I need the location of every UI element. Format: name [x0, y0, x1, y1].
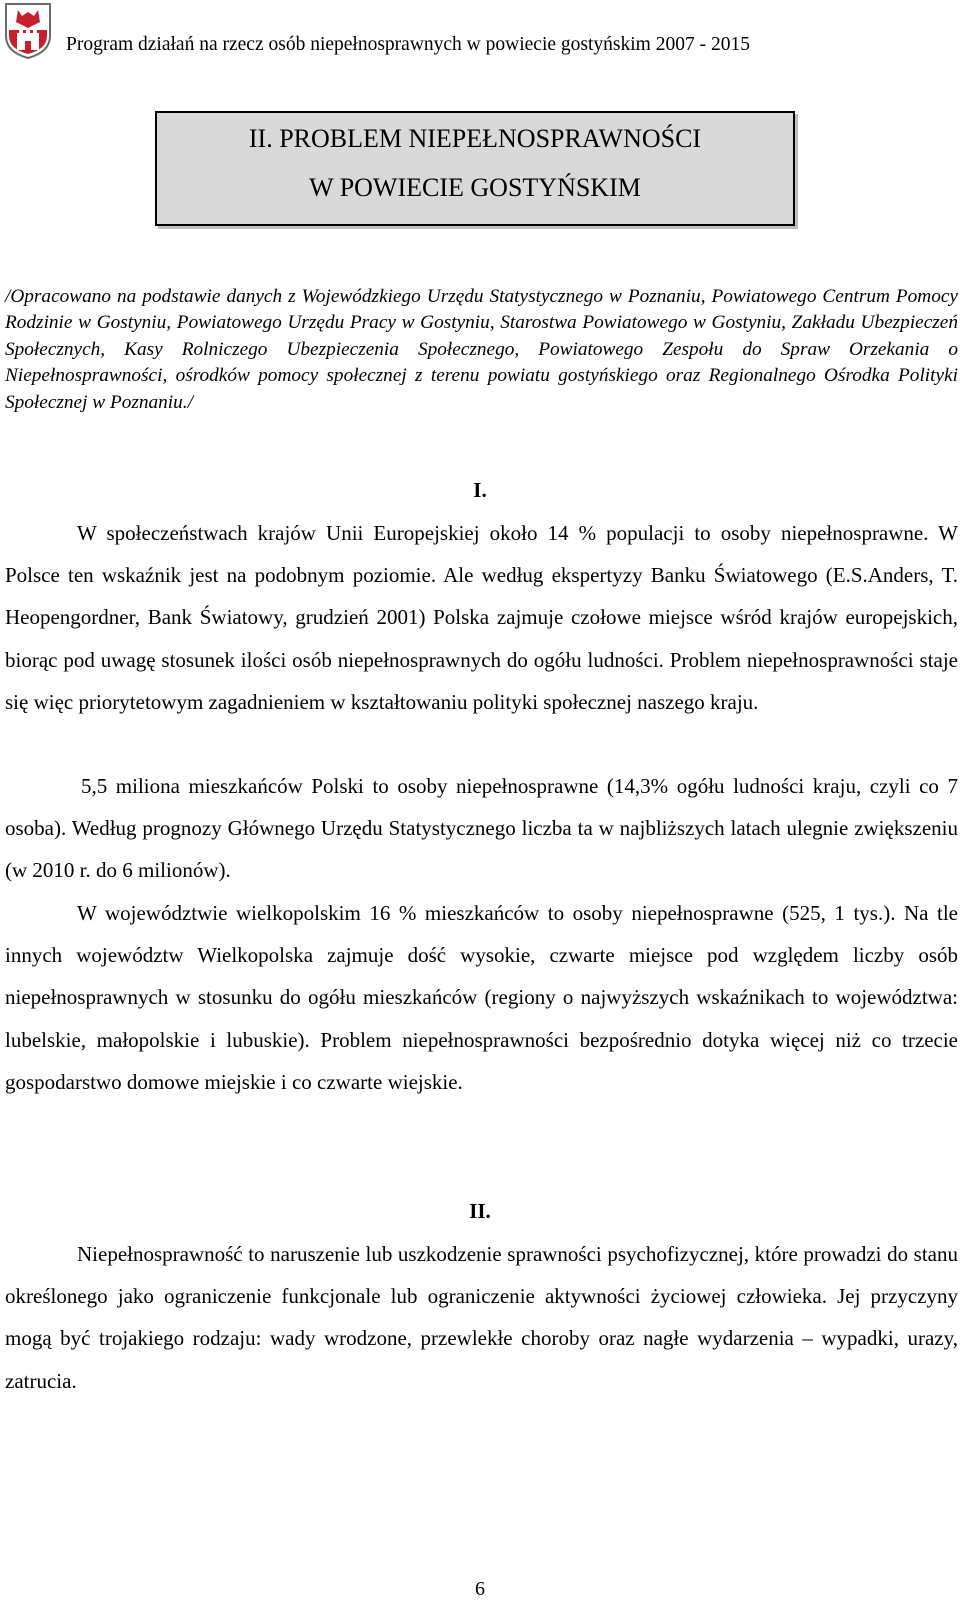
document-header-title: Program działań na rzecz osób niepełnosprawnych w powiecie gostyńskim 2007 - 2015 — [66, 34, 750, 55]
section-heading-1: I. — [473, 478, 487, 502]
chapter-title-line-1: II. PROBLEM NIEPEŁNOSPRAWNOŚCI — [248, 124, 702, 153]
section-1-paragraph-1: W społeczeństwach krajów Unii Europejskiej około 14 % populacji to osoby niepełnosprawne. W Polsce ten wskaźnik jest na podobnym poziomie. Ale według ekspertyzy Banku Światowego (E.S.Anders, T. Heopengordner, Bank Światowy, grudzień 2001) Polska zajmuje czołowe miejsce wśród krajów europejskich, biorąc pod uwagę stosunek ilości osób niepełnosprawnych do ogółu ludności. Problem niepełnosprawności staje się więc priorytetowym zagadnieniem w kształtowaniu polityki społecznej naszego kraju. — [5, 521, 958, 714]
source-note: /Opracowano na podstawie danych z Wojewódzkiego Urzędu Statystycznego w Poznaniu, Powiatowego Centrum Pomocy Rodzinie w Gostyniu, Powiatowego Urzędu Pracy w Gostyniu, Starostwa Powiatowego w Gostyniu, Zakładu Ubezpieczeń Społecznych, Kasy Rolniczego Ubezpieczenia Społecznego, Powiatowego Zespołu do Spraw Orzekania o Niepełnosprawności, ośrodków pomocy społecznej z terenu powiatu gostyńskiego oraz Regionalnego Ośrodka Polityki Społecznej w Poznaniu./ — [5, 286, 958, 413]
chapter-title-line-2: W POWIECIE GOSTYŃSKIM — [309, 173, 641, 202]
coat-of-arms-icon — [4, 2, 52, 60]
section-1-paragraph-3: W województwie wielkopolskim 16 % mieszkańców to osoby niepełnosprawne (525, 1 tys.). Na tle innych województw Wielkopolska zajmuje dość wysokie, czwarte miejsce pod względem liczby osób niepełnosprawnych w stosunku do ogółu mieszkańców (regiony o najwyższych wskaźnikach to województwa: lubelskie, małopolskie i lubuskie). Problem niepełnosprawności bezpośrednio dotyka więcej niż co trzecie gospodarstwo domowe miejskie i co czwarte wiejskie. — [5, 901, 958, 1094]
section-heading-2: II. — [469, 1199, 491, 1223]
section-1-paragraph-2: 5,5 miliona mieszkańców Polski to osoby niepełnosprawne (14,3% ogółu ludności kraju, czyli co 7 osoba). Według prognozy Głównego Urzędu Statystycznego liczba ta w najbliższych latach ulegnie zwiększeniu (w 2010 r. do 6 milionów). — [5, 774, 958, 883]
section-2-paragraph-1: Niepełnosprawność to naruszenie lub uszkodzenie sprawności psychofizycznej, które prowadzi do stanu określonego jako ograniczenie funkcjonale lub ograniczenie aktywności życiowej człowieka. Jej przyczyny mogą być trojakiego rodzaju: wady wrodzone, przewlekłe choroby oraz nagłe wydarzenia – wypadki, urazy, zatrucia. — [5, 1242, 958, 1393]
page-number: 6 — [475, 1578, 485, 1600]
chapter-title-box — [155, 111, 795, 226]
